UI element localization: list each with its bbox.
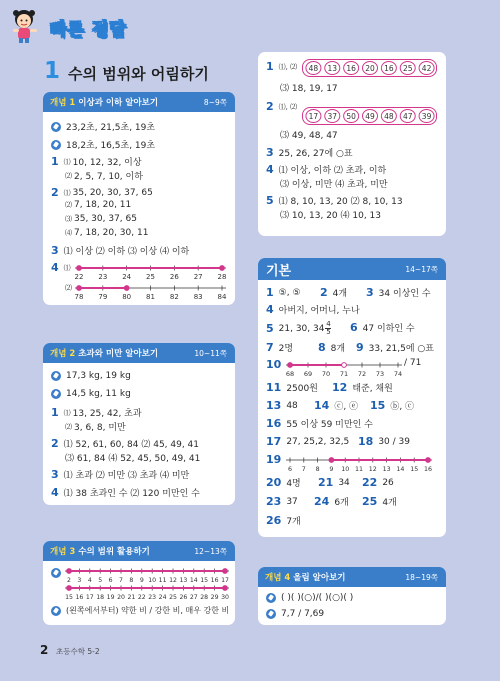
tick-label: 24 <box>122 273 132 281</box>
tick-label: 79 <box>98 293 108 301</box>
answer-text: ⑴ 이상, 이하 ⑵ 초과, 이하 <box>278 166 387 176</box>
question-number: 3 <box>266 146 274 159</box>
range-start-point <box>67 569 72 574</box>
answer-text: 17,3 kg, 19 kg <box>66 371 131 381</box>
number-line <box>284 452 434 474</box>
answer-text: ⑴ 이상 ⑵ 이하 ⑶ 이상 ⑷ 이하 <box>63 247 190 257</box>
question-number: 6 <box>350 321 358 334</box>
fraction-denominator: 5 <box>326 328 331 336</box>
tick-label: 6 <box>287 466 293 473</box>
answer-text: 35, 20, 30, 37, 65 <box>72 187 153 198</box>
question-number: 2 <box>266 100 274 113</box>
tick-label: 21 <box>127 594 136 601</box>
answer-text: (왼쪽에서부터) 약한 비 / 강한 비, 매우 강한 비 <box>66 606 230 615</box>
question-number: 1 <box>266 286 274 299</box>
card-header <box>258 567 446 587</box>
answer-text: 7, 18, 20, 11 <box>74 200 132 210</box>
card-header <box>43 343 235 363</box>
answer-text: 2500원 <box>286 384 318 394</box>
circled-numbers <box>304 59 436 77</box>
tick-label: 30 <box>221 594 229 601</box>
tick-label: 4 <box>87 577 92 584</box>
number-label: 37 <box>327 112 338 121</box>
question-number: 4 <box>266 163 274 176</box>
question-number: 4 <box>51 486 59 499</box>
answer-text: 14,5 kg, 11 kg <box>66 389 131 399</box>
number-line <box>63 580 231 602</box>
concept-label: 개념 1 <box>50 98 76 108</box>
question-number: 12 <box>332 381 348 394</box>
tick-label: 69 <box>303 370 313 378</box>
answer-text: ⓑ, ⓒ <box>390 402 415 412</box>
tick-label: 28 <box>217 273 227 281</box>
answer-text: 7,7 / 7,69 <box>281 609 325 619</box>
tick-label: 71 <box>339 370 349 378</box>
card-header <box>43 541 235 561</box>
number-line <box>73 280 228 302</box>
card-concept-2 <box>43 343 235 505</box>
question-number: 1 <box>51 155 59 168</box>
sub-label: ⑵ <box>65 171 72 180</box>
number-label: 20 <box>365 64 375 73</box>
range-end-point <box>124 286 129 291</box>
answer-text: 7개 <box>286 517 301 527</box>
question-number: 14 <box>314 399 330 412</box>
answer-text: 34 <box>338 477 350 488</box>
number-label: 39 <box>421 112 432 121</box>
question-number: 7 <box>266 341 274 354</box>
answer-text: 10, 12, 32, 이상 <box>72 158 142 168</box>
answer-text: 37 <box>286 496 298 507</box>
question-number: 4 <box>51 261 59 274</box>
card-title: 수의 범위 활용하기 <box>78 547 150 557</box>
number-line <box>284 357 404 379</box>
sub-label: ⑵ <box>65 422 72 431</box>
answer-text: ⑶ 18, 19, 17 <box>280 84 338 94</box>
card-title: 초과와 미만 알아보기 <box>78 349 159 359</box>
tick-label: 6 <box>108 577 113 584</box>
question-number: 3 <box>366 286 374 299</box>
number-label: 49 <box>365 112 375 121</box>
tick-label: 18 <box>96 594 105 601</box>
number-label: 50 <box>346 112 356 121</box>
question-number: 3 <box>51 244 59 257</box>
page-range: 14~17쪽 <box>405 264 438 274</box>
card-concept-3 <box>43 541 235 625</box>
answer-text: ⑶ 이상, 미만 ⑷ 초과, 미만 <box>280 180 388 190</box>
book-title: 초등수학 5-2 <box>56 647 100 656</box>
pencil-icon <box>51 371 61 381</box>
question-number: 19 <box>266 453 282 466</box>
tick-label: 74 <box>393 370 403 378</box>
card-header <box>258 258 446 280</box>
answer-text: 6개 <box>334 498 349 508</box>
question-number: 16 <box>266 417 282 430</box>
tick-label: 7 <box>119 577 123 584</box>
tick-label: 7 <box>301 466 306 473</box>
page-range: 10~11쪽 <box>194 348 227 358</box>
sub-label: ⑵ <box>65 201 72 209</box>
concept-label: 개념 3 <box>50 547 76 557</box>
tick-label: 2 <box>67 577 71 584</box>
answer-text: 4명 <box>286 479 301 489</box>
tick-label: 82 <box>169 293 179 301</box>
tick-label: 13 <box>382 466 391 473</box>
tick-label: 83 <box>193 293 203 301</box>
sub-label: ⑴, ⑵ <box>278 102 298 111</box>
card-concept-4 <box>258 567 446 625</box>
tick-label: 17 <box>85 594 94 601</box>
page-range: 18~19쪽 <box>405 572 438 582</box>
card-concept-1 <box>43 92 235 305</box>
tick-label: 16 <box>75 594 84 601</box>
question-number: 22 <box>362 476 378 489</box>
tick-label: 10 <box>148 577 157 584</box>
answer-text: 13, 25, 42, 초과 <box>72 409 142 419</box>
fraction <box>325 321 331 336</box>
question-number: 3 <box>51 468 59 481</box>
answer-text: 27, 25,2, 32,5 <box>286 436 350 447</box>
range-start-point <box>77 286 82 291</box>
card-title: 기본 <box>266 263 292 279</box>
number-label: 13 <box>327 64 338 73</box>
number-label: 17 <box>308 112 319 121</box>
tick-label: 5 <box>98 577 103 584</box>
question-number: 13 <box>266 399 282 412</box>
tick-label: 27 <box>189 594 198 601</box>
answer-text: ⑴ 52, 61, 60, 84 ⑵ 45, 49, 41 <box>63 440 200 450</box>
tick-label: 17 <box>221 577 229 584</box>
sub-label: ⑶ <box>65 215 72 223</box>
answer-text: / 71 <box>404 358 422 368</box>
tick-label: 9 <box>329 466 334 473</box>
page-range: 12~13쪽 <box>194 546 227 556</box>
tick-label: 8 <box>315 466 320 473</box>
number-label: 16 <box>384 64 394 73</box>
question-number: 21 <box>318 476 334 489</box>
tick-label: 11 <box>158 577 167 584</box>
question-number: 1 <box>266 60 274 73</box>
pencil-icon <box>51 389 61 399</box>
tick-label: 28 <box>200 594 209 601</box>
number-line <box>73 260 228 282</box>
answer-text: ⑶ 61, 84 ⑷ 52, 45, 50, 49, 41 <box>65 454 201 464</box>
tick-label: 25 <box>169 594 177 601</box>
concept-label: 개념 4 <box>265 573 291 583</box>
pencil-icon <box>266 593 276 603</box>
answer-text: ⑤, ⑤ <box>278 287 301 298</box>
tick-label: 14 <box>396 466 405 473</box>
tick-label: 13 <box>179 577 188 584</box>
card-header <box>43 92 235 112</box>
answer-text: 태준, 채원 <box>352 384 393 394</box>
number-label: 47 <box>402 112 413 121</box>
chapter-number: 1 <box>44 58 61 84</box>
answer-text: 2명 <box>278 344 294 354</box>
question-number: 8 <box>318 341 326 354</box>
tick-label: 15 <box>65 594 73 601</box>
range-end-point <box>223 586 228 591</box>
question-number: 5 <box>266 322 274 335</box>
answer-text: 55 이상 59 미만인 수 <box>286 420 373 430</box>
answer-text: 25, 26, 27에 ○표 <box>278 149 353 159</box>
pencil-icon <box>51 122 61 132</box>
range-end-point <box>426 458 431 463</box>
chapter-title: 수의 범위와 어림하기 <box>68 65 209 83</box>
answer-text: 3, 6, 8, 미만 <box>74 423 126 433</box>
tick-label: 12 <box>368 466 377 473</box>
answer-text: ⑴ 초과 ⑵ 미만 ⑶ 초과 ⑷ 미만 <box>63 471 190 481</box>
card-chapter-answers <box>258 52 446 236</box>
tick-label: 19 <box>106 594 115 601</box>
tick-label: 26 <box>179 594 188 601</box>
question-number: 17 <box>266 435 282 448</box>
card-basic <box>258 258 446 537</box>
tick-label: 81 <box>146 293 155 301</box>
tick-label: 70 <box>321 370 331 378</box>
tick-label: 15 <box>200 577 209 584</box>
tick-label: 80 <box>122 293 132 301</box>
card-title: 올림 알아보기 <box>293 573 346 583</box>
question-number: 2 <box>51 186 59 199</box>
tick-label: 27 <box>193 273 203 281</box>
question-number: 15 <box>370 399 386 412</box>
tick-label: 24 <box>158 594 167 601</box>
range-start-point <box>67 586 72 591</box>
number-label: 16 <box>346 64 356 73</box>
answer-text: ( )( )(○)/( )(○)( ) <box>281 593 354 603</box>
concept-label: 개념 2 <box>50 349 76 359</box>
tick-label: 11 <box>354 466 364 473</box>
pencil-icon <box>51 140 61 150</box>
answer-text: 47 이하인 수 <box>362 324 415 334</box>
tick-label: 78 <box>74 293 84 301</box>
question-number: 5 <box>266 194 274 207</box>
page-range: 8~9쪽 <box>203 97 227 107</box>
tick-label: 14 <box>189 577 198 584</box>
sub-label: ⑵ <box>65 284 72 292</box>
range-end-point <box>342 363 347 368</box>
answer-text: 48 <box>286 400 298 411</box>
tick-label: 23 <box>98 273 108 281</box>
range-end-point <box>220 266 225 271</box>
question-number: 26 <box>266 514 282 527</box>
question-number: 25 <box>362 495 378 508</box>
answer-text: 4개 <box>382 498 397 508</box>
pencil-icon <box>266 609 276 619</box>
answer-text: 2, 5, 7, 10, 이하 <box>74 172 143 182</box>
range-start-point <box>329 458 334 463</box>
pencil-icon <box>51 568 61 578</box>
tick-label: 29 <box>210 594 219 601</box>
answer-text: 4개 <box>332 289 348 299</box>
question-number: 20 <box>266 476 282 489</box>
answer-text: 아버지, 어머니, 누나 <box>278 306 360 316</box>
pencil-icon <box>51 606 61 616</box>
range-end-point <box>223 569 228 574</box>
page-title: 빠른 정답 <box>50 20 127 40</box>
answer-text: ⑴ 38 초과인 수 ⑵ 120 미만인 수 <box>63 489 200 499</box>
question-number: 18 <box>358 435 374 448</box>
tick-label: 10 <box>341 466 350 473</box>
card-title: 이상과 이하 알아보기 <box>78 98 159 108</box>
tick-label: 12 <box>169 577 177 584</box>
tick-label: 72 <box>357 370 367 378</box>
question-number: 2 <box>51 437 59 450</box>
sub-label: ⑴ <box>63 263 71 272</box>
tick-label: 8 <box>129 577 134 584</box>
answer-text: 30 / 39 <box>378 436 410 447</box>
number-label: 48 <box>308 64 319 73</box>
answer-text: 18,2초, 16,5초, 19초 <box>66 141 156 151</box>
answer-text: ⑴ 8, 10, 13, 20 ⑵ 8, 10, 13 <box>278 197 403 207</box>
answer-text: 21, 30, 34 <box>278 323 325 334</box>
question-number: 23 <box>266 495 282 508</box>
tick-label: 26 <box>169 273 179 281</box>
tick-label: 3 <box>77 577 82 584</box>
tick-label: 73 <box>375 370 385 378</box>
range-start-point <box>288 363 293 368</box>
answer-text: 34 이상인 수 <box>378 289 431 299</box>
tick-label: 9 <box>139 577 144 584</box>
sub-label: ⑷ <box>65 229 72 237</box>
answer-text: ⑶ 10, 13, 20 ⑷ 10, 13 <box>280 211 382 221</box>
answer-text: 7, 18, 20, 30, 11 <box>74 228 149 238</box>
answer-text: 33, 21,5에 ○표 <box>368 344 434 354</box>
tick-label: 22 <box>137 594 146 601</box>
answer-text: 23,2초, 21,5초, 19초 <box>66 123 156 133</box>
range-start-point <box>77 266 82 271</box>
tick-label: 15 <box>410 466 419 473</box>
tick-label: 22 <box>74 273 84 281</box>
answer-text: ⑶ 49, 48, 47 <box>280 131 338 141</box>
answer-text: 35, 30, 37, 65 <box>74 214 137 224</box>
fraction-numerator: 4 <box>326 320 331 328</box>
tick-label: 68 <box>285 370 295 378</box>
question-number: 2 <box>320 286 328 299</box>
question-number: 4 <box>266 303 274 316</box>
circled-numbers <box>304 107 436 125</box>
tick-label: 25 <box>146 273 155 281</box>
sub-label: ⑴ <box>63 188 71 197</box>
question-number: 11 <box>266 381 282 394</box>
sub-label: ⑴ <box>63 157 71 166</box>
answer-text: ⓒ, ⓔ <box>334 402 359 412</box>
number-label: 48 <box>384 112 394 121</box>
mascot-icon <box>10 7 40 43</box>
sub-label: ⑴, ⑵ <box>278 62 298 71</box>
tick-label: 16 <box>423 466 433 473</box>
tick-label: 84 <box>217 293 227 301</box>
question-number: 1 <box>51 406 59 419</box>
sub-label: ⑴ <box>63 408 71 417</box>
tick-label: 20 <box>117 594 125 601</box>
number-label: 25 <box>402 64 413 73</box>
question-number: 10 <box>266 358 282 371</box>
answer-text: 26 <box>382 477 394 488</box>
answer-text: 8개 <box>330 344 346 354</box>
page-number: 2 <box>40 643 49 657</box>
question-number: 24 <box>314 495 330 508</box>
question-number: 9 <box>356 341 364 354</box>
tick-label: 23 <box>148 594 157 601</box>
number-label: 42 <box>421 64 432 73</box>
tick-label: 16 <box>210 577 219 584</box>
